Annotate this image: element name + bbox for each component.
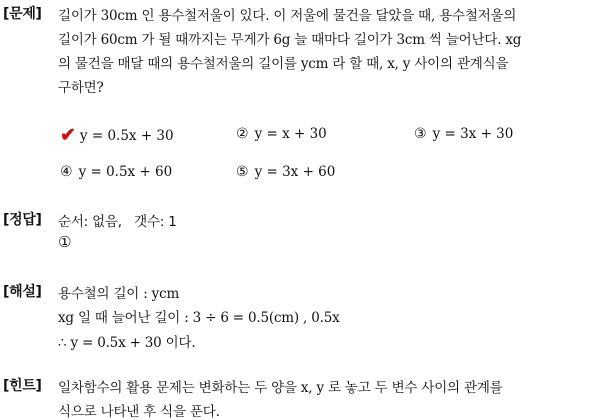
choice-5[interactable] bbox=[236, 164, 335, 180]
hint-label: [힌트] bbox=[3, 378, 42, 394]
answer-line-1: 순서: 없음, 갯수: 1 bbox=[58, 214, 177, 230]
explanation-line-3: ∴ y = 0.5x + 30 이다. bbox=[58, 335, 196, 351]
choice-3[interactable] bbox=[414, 126, 513, 142]
problem-line-1: 길이가 30cm 인 용수철저울이 있다. 이 저울에 물건을 달았을 때, 용수철저울의 bbox=[58, 8, 517, 24]
choice-3-text: y = 3x + 30 bbox=[432, 126, 514, 142]
problem-label: [문제] bbox=[3, 6, 42, 22]
answer-label: [정답] bbox=[3, 212, 42, 228]
choice-4[interactable] bbox=[60, 164, 172, 180]
hint-line-2: 식으로 나타낸 후 식을 푼다. bbox=[58, 404, 220, 420]
choice-2[interactable] bbox=[236, 126, 327, 142]
choice-1[interactable] bbox=[60, 124, 174, 146]
choice-2-text: y = x + 30 bbox=[254, 126, 327, 142]
explanation-line-1: 용수철의 길이 : ycm bbox=[58, 286, 180, 302]
problem-line-4: 구하면? bbox=[58, 80, 104, 96]
choice-2-marker: ② bbox=[236, 126, 249, 142]
problem-line-2: 길이가 60cm 가 될 때까지는 무게가 6g 늘 때마다 길이가 3cm 씩 늘어난다. xg bbox=[58, 32, 522, 48]
problem-line-3: 의 물건을 매달 때의 용수철저울의 길이를 ycm 라 할 때, x, y 사이의 관계식을 bbox=[58, 56, 509, 72]
check-mark-icon: ✔ bbox=[60, 124, 76, 146]
explanation-line-2: xg 일 때 늘어난 길이 : 3 ÷ 6 = 0.5(cm) , 0.5x bbox=[58, 310, 340, 326]
choice-4-text: y = 0.5x + 60 bbox=[78, 164, 173, 180]
choice-5-text: y = 3x + 60 bbox=[254, 164, 336, 180]
answer-line-2: ① bbox=[58, 233, 72, 251]
choice-1-text: y = 0.5x + 30 bbox=[79, 128, 174, 144]
choice-4-marker: ④ bbox=[60, 164, 73, 180]
choice-3-marker: ③ bbox=[414, 126, 427, 142]
explanation-label: [해설] bbox=[3, 284, 42, 300]
hint-line-1: 일차함수의 활용 문제는 변화하는 두 양을 x, y 로 놓고 두 변수 사이의 관계를 bbox=[58, 380, 503, 396]
choice-5-marker: ⑤ bbox=[236, 164, 249, 180]
